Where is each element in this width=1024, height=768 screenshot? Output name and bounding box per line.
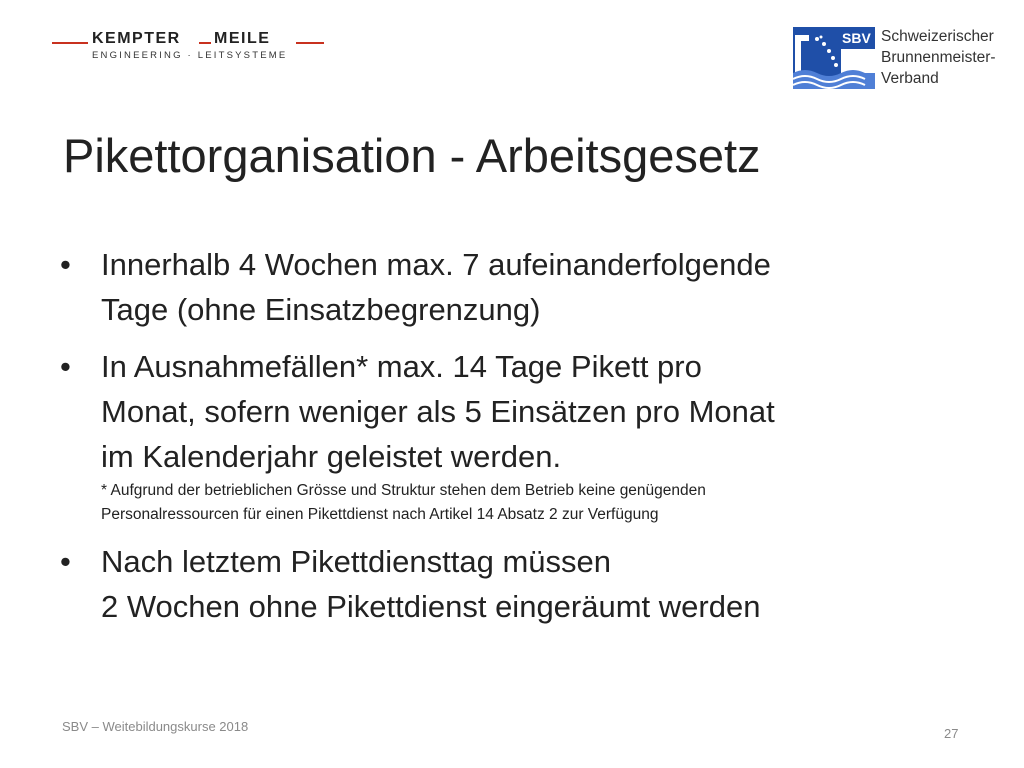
bullet-item [60, 344, 980, 527]
bullet-icon: • [60, 544, 71, 579]
bullet-text-line: Tage (ohne Einsatzbegrenzung) [101, 292, 541, 327]
footer-text: SBV – Weitebildungskurse 2018 [62, 719, 249, 734]
logo-rule-right [296, 42, 324, 44]
bullet-item [60, 242, 980, 332]
sbv-name-line: Brunnenmeister- [881, 49, 996, 66]
sbv-mark-text: SBV [842, 30, 871, 46]
sbv-name [881, 26, 996, 89]
slide-title: Pikettorganisation - Arbeitsgesetz [63, 129, 761, 182]
sbv-name-line: Schweizerischer [881, 28, 994, 45]
bullet-text-line: 2 Wochen ohne Pikettdienst eingeräumt werden [101, 589, 761, 624]
sbv-logo [793, 27, 1003, 97]
sbv-name-line: Verband [881, 70, 939, 87]
bullet-text-line: Nach letztem Pikettdiensttag müssen [101, 544, 612, 579]
logo-subtitle: ENGINEERING · LEITSYSTEME [92, 50, 288, 61]
footnote-line: * Aufgrund der betrieblichen Grösse und Struktur stehen dem Betrieb keine genügenden [101, 482, 706, 499]
footnote-line: Personalressourcen für einen Pikettdienst nach Artikel 14 Absatz 2 zur Verfügung [101, 506, 659, 523]
bullet-list [60, 242, 980, 641]
bullet-text-line: In Ausnahmefällen* max. 14 Tage Pikett pro [101, 349, 702, 384]
bullet-icon: • [60, 247, 71, 282]
logo-rule-middle [199, 42, 211, 44]
bullet-text-line: Monat, sofern weniger als 5 Einsätzen pro Monat [101, 394, 775, 429]
sbv-fountain-icon [793, 27, 875, 89]
logo-word-meile: MEILE [214, 30, 271, 47]
bullet-text-line: Innerhalb 4 Wochen max. 7 aufeinanderfolgende [101, 247, 771, 282]
logo-word-kempter: KEMPTER [92, 30, 181, 47]
bullet-item [60, 539, 980, 629]
logo-rule-left [52, 42, 88, 44]
bullet-icon: • [60, 349, 71, 384]
page-number: 27 [944, 726, 959, 741]
bullet-text-line: im Kalenderjahr geleistet werden. [101, 439, 562, 474]
kempter-meile-logo [52, 27, 332, 67]
